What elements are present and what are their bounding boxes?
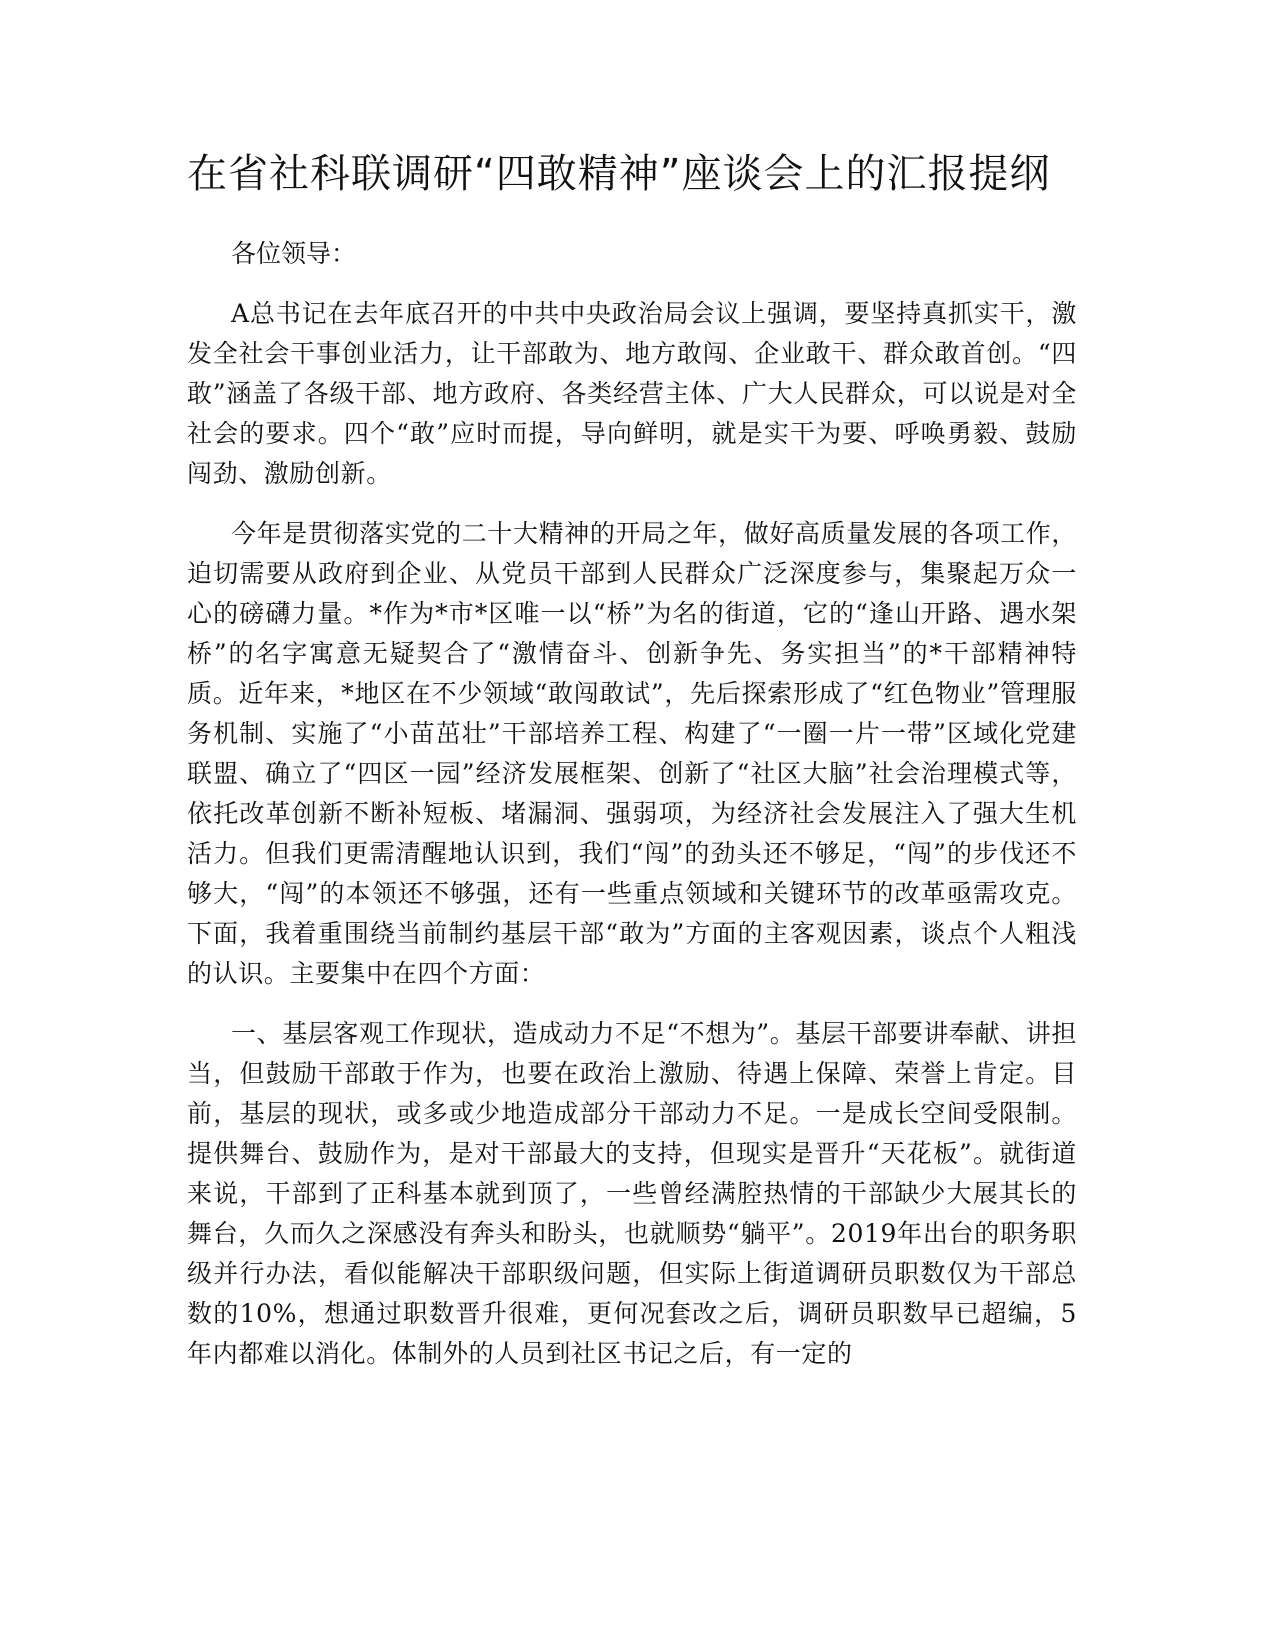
salutation: 各位领导： — [231, 239, 357, 268]
document-page — [187, 148, 1077, 1374]
paragraph-point-one: 一、基层客观工作现状，造成动力不足“不想为”。基层干部要讲奉献、讲担当，但鼓励干部敢于作为，也要在政治上激励、待遇上保障、荣誉上肯定。目前，基层的现状，或多或少地造成部分干部动力不足。一是成长空间受限制。提供舞台、鼓励作为，是对干部最大的支持，但现实是晋升“天花板”。就街道来说，干部到了正科基本就到顶了，一些曾经满腔热情的干部缺少大展其长的舞台，久而久之深感没有奔头和盼头，也就顺势“躺平”。2019年出台的职务职级并行办法，看似能解决干部职级问题，但实际上街道调研员职数仅为干部总数的10%，想通过职数晋升很难，更何况套改之后，调研员职数早已超编，5年内都难以消化。体制外的人员到社区书记之后，有一定的 — [187, 1019, 1077, 1368]
paragraph-background: 今年是贯彻落实党的二十大精神的开局之年，做好高质量发展的各项工作，迫切需要从政府到企业、从党员干部到人民群众广泛深度参与，集聚起万众一心的磅礴力量。*作为*市*区唯一以“桥”为名的街道，它的“逢山开路、遇水架桥”的名字寓意无疑契合了“激情奋斗、创新争先、务实担当”的*干部精神特质。近年来，*地区在不少领域“敢闯敢试”，先后探索形成了“红色物业”管理服务机制、实施了“小苗茁壮”干部培养工程、构建了“一圈一片一带”区域化党建联盟、确立了“四区一园”经济发展框架、创新了“社区大脑”社会治理模式等，依托改革创新不断补短板、堵漏洞、强弱项，为经济社会发展注入了强大生机活力。但我们更需清醒地认识到，我们“闯”的劲头还不够足，“闯”的步伐还不够大，“闯”的本领还不够强，还有一些重点领域和关键环节的改革亟需攻克。下面，我着重围绕当前制约基层干部“敢为”方面的主客观因素，谈点个人粗浅的认识。主要集中在四个方面： — [187, 519, 1077, 988]
document-title: 在省社科联调研“四敢精神”座谈会上的汇报提纲 — [187, 151, 1051, 197]
paragraph-intro: A总书记在去年底召开的中共中央政治局会议上强调，要坚持真抓实干，激发全社会干事创业活力，让干部敢为、地方敢闯、企业敢干、群众敢首创。“四敢”涵盖了各级干部、地方政府、各类经营主体、广大人民群众，可以说是对全社会的要求。四个“敢”应时而提，导向鲜明，就是实干为要、呼唤勇毅、鼓励闯劲、激励创新。 — [187, 299, 1077, 488]
